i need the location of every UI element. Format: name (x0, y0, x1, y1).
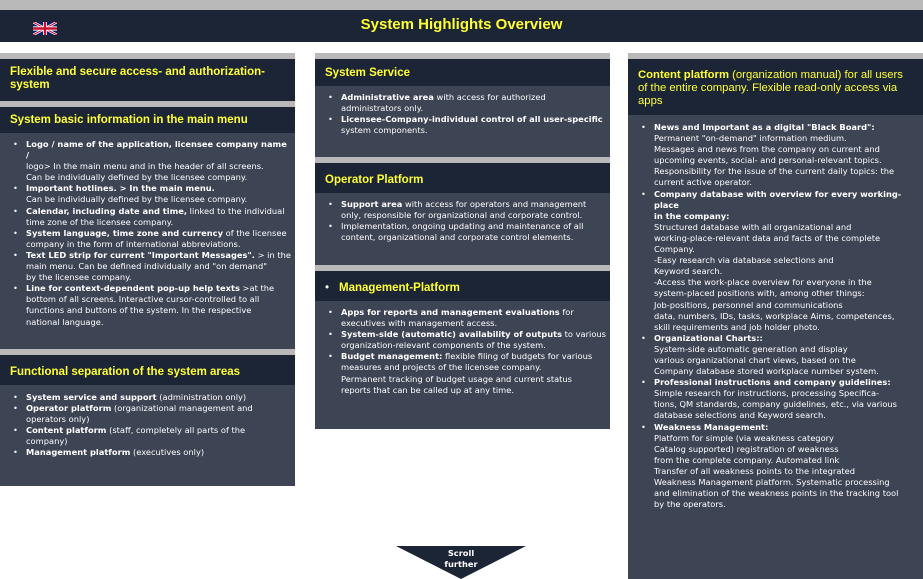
item-line: Company. (654, 244, 695, 255)
item-text: with access for authorized (433, 92, 546, 102)
bullet-glyph: • (13, 139, 18, 149)
item-line: -Easy research via database selections and (654, 255, 834, 266)
item-line: operators only) (26, 414, 90, 425)
list-item (10, 403, 292, 425)
item-line: Company database stored workplace number system. (654, 366, 879, 377)
item-text: (executives only) (130, 447, 205, 458)
item-bold-text: Content platform (26, 425, 107, 436)
item-text: to various (562, 329, 606, 340)
item-bold-text: System language, time zone and currency (26, 227, 223, 238)
item-line: Can be individually defined by the licensee company. (26, 172, 248, 183)
bullet-glyph: • (328, 92, 333, 102)
item-line: logo> In the main menu and in the header of all screens. (26, 161, 264, 172)
item-line: bottom of all screens. Interactive cursor-controlled to all (26, 294, 260, 305)
functional-separation-list (10, 392, 292, 459)
item-text: with access for operators and management (402, 199, 587, 209)
item-line: Keyword search. (654, 266, 723, 277)
item-bold-text: Apps for reports and management evaluations (341, 307, 560, 317)
section-title-operator-platform (315, 163, 610, 193)
list-item (10, 206, 292, 228)
item-line: functions and buttons of the system. In the respective (26, 305, 252, 316)
item-bold-text: Logo / name of the application, licensee company name / (26, 139, 287, 161)
intro-title-line-2: authorization- system (10, 66, 266, 91)
section-title-functional-separation (0, 355, 295, 385)
item-bold-text: System service and support (26, 392, 157, 402)
content-platform-title-bold: Content platform (638, 69, 729, 81)
item-line: company) (26, 436, 68, 447)
item-line: from the complete company. Automated link (654, 454, 840, 465)
item-line: Catalog supported) registration of weakness (654, 443, 839, 454)
item-text: >at the (239, 283, 275, 294)
bullet-glyph: • (641, 122, 646, 132)
item-line: company in the form of international abbreviations. (26, 238, 241, 249)
top-bar (0, 0, 923, 10)
item-bold-text: Budget management: (341, 351, 443, 362)
section-title-management-platform (315, 271, 610, 301)
item-bold-text: Licensee-Company-individual control of all user-specific (341, 114, 603, 125)
item-text: of the licensee (222, 227, 287, 238)
content-platform-title (628, 59, 923, 115)
bullet-glyph: • (13, 227, 18, 238)
item-bold-text: Company database with overview for every working-place (654, 188, 902, 210)
item-line: Permanent tracking of budget usage and current status (341, 373, 573, 384)
item-line: time zone of the licensee company. (26, 216, 174, 227)
list-item (10, 425, 292, 447)
list-item (325, 199, 607, 221)
item-line: skill requirements and job holder photo. (654, 321, 820, 332)
list-item (10, 283, 292, 327)
bullet-glyph: • (13, 283, 18, 294)
item-line: by the operators. (654, 499, 726, 510)
item-bold-text: Administrative area (341, 92, 434, 102)
item-line: measures and projects of the licensee company. (341, 362, 542, 373)
list-item (325, 221, 607, 243)
bullet-glyph: • (13, 183, 18, 194)
item-line: Can be individually defined by the licensee company. (26, 194, 248, 205)
list-item (638, 333, 923, 377)
scroll-further-line-1: Scroll (447, 548, 475, 558)
item-line: and elimination of the weakness points in the tracking tool (654, 488, 899, 499)
list-item (638, 377, 923, 421)
basic-info-list (10, 139, 292, 328)
bullet-glyph: • (13, 205, 18, 216)
list-item (325, 114, 607, 136)
item-line: Job-positions, personnel and communications (654, 299, 843, 310)
scroll-further-label[interactable] (431, 548, 491, 570)
intro-title (0, 59, 295, 101)
list-item (638, 189, 923, 333)
item-line: content, organizational and corporate control elements. (341, 232, 574, 243)
list-item (325, 307, 607, 329)
item-line: only, responsible for organizational and corporate control. (341, 210, 583, 221)
bullet-glyph: • (13, 425, 18, 436)
section-title-system-service (315, 59, 610, 86)
list-item (638, 122, 923, 189)
item-line: executives with management access. (341, 318, 498, 329)
content-platform-title-line-3: Flexible read-only access via apps (638, 82, 898, 107)
item-text: linked to the individual (187, 205, 285, 216)
bullet-glyph: • (325, 282, 330, 294)
bullet-glyph: • (13, 447, 18, 458)
item-line: -Access the work-place overview for everyone in the (654, 277, 872, 288)
content-platform-title-line-2: users of the entire company. (638, 69, 903, 94)
section-title-basic-info (0, 107, 295, 133)
item-bold-text: Important hotlines. > In the main menu. (26, 183, 215, 194)
bullet-glyph: • (13, 392, 18, 402)
bullet-glyph: • (13, 403, 18, 414)
scroll-further-line-2: further (444, 559, 478, 569)
bullet-glyph: • (328, 199, 333, 209)
bullet-glyph: • (641, 421, 646, 432)
item-line: Structured database with all organizational and (654, 221, 852, 232)
item-bold-text: Management platform (26, 447, 131, 458)
section-title-operator-platform-text: Operator Platform (325, 174, 424, 186)
item-line: in the company: (654, 210, 730, 221)
item-text: > in the (254, 249, 291, 260)
content-platform-list (638, 122, 923, 510)
bullet-glyph: • (328, 221, 333, 232)
bullet-glyph: • (328, 114, 333, 125)
bullet-glyph: • (641, 188, 646, 199)
item-line: System-side automatic generation and display (654, 343, 848, 354)
item-text: Implementation, ongoing updating and maintenance of all (341, 221, 584, 232)
item-line: main menu. Can be defined individually and "on demand" (26, 261, 268, 272)
bullet-glyph: • (328, 351, 333, 362)
item-line: working-place-relevant data and facts of the complete (654, 232, 881, 243)
list-item (10, 392, 292, 403)
list-item (325, 351, 607, 395)
column-content-platform (628, 53, 923, 579)
item-line: various organizational chart views, based on the (654, 354, 856, 365)
bullet-glyph: • (641, 332, 646, 343)
list-item (10, 139, 292, 183)
bullet-glyph: • (641, 377, 646, 388)
item-bold-text: Text LED strip for current "Important Messages". (26, 249, 255, 260)
item-text: flexible filing of budgets for various (442, 351, 593, 362)
item-text: (organizational management and (111, 403, 253, 414)
bullet-glyph: • (328, 307, 333, 317)
column-platforms (315, 53, 610, 429)
item-line: Permanent "on-demand" information medium. (654, 133, 847, 144)
item-bold-text: Line for context-dependent pop-up help texts (26, 283, 240, 294)
item-line: by the licensee company. (26, 272, 132, 283)
header-bar (0, 10, 923, 42)
item-bold-text: Weakness Management: (654, 421, 769, 432)
item-line: database selections and Keyword search. (654, 410, 826, 421)
content-platform-title-rest: (organization manual) for all (729, 69, 873, 81)
management-platform-list (325, 307, 607, 396)
system-service-list (325, 92, 607, 136)
item-line: organization-relevant components of the system. (341, 340, 546, 351)
item-text: for (559, 307, 574, 317)
item-text: (staff, completely all parts of the (106, 425, 246, 436)
list-item (638, 422, 923, 511)
item-line: Weakness Management platform. Systematic processing (654, 477, 890, 487)
item-bold-text: Operator platform (26, 403, 112, 414)
bullet-glyph: • (328, 329, 333, 340)
list-item (325, 92, 607, 114)
item-line: Transfer of all weakness points to the integrated (654, 465, 856, 476)
section-title-system-service-text: System Service (325, 67, 411, 79)
item-line: current active operator. (654, 177, 752, 188)
item-bold-text: System-side (automatic) availability of outputs (341, 329, 563, 340)
page-title: System Highlights Overview (360, 16, 563, 33)
list-item (10, 228, 292, 250)
item-line: Messages and news from the company on current and (654, 144, 880, 155)
column-access-system (0, 53, 295, 486)
item-line: data, numbers, IDs, tasks, workplace Aims, competences, (654, 310, 895, 321)
list-item (325, 329, 607, 351)
bullet-glyph: • (13, 249, 18, 260)
item-bold-text: News and Important as a digital "Black Board": (654, 122, 875, 132)
list-item (10, 447, 292, 458)
list-item (10, 183, 292, 205)
item-bold-text: Calendar, including date and time, (26, 205, 188, 216)
item-bold-text: Support area (341, 199, 403, 209)
item-line: system-placed positions with, among other things: (654, 288, 865, 299)
item-text: (administration only) (156, 392, 247, 402)
item-line: Simple research for instructions, processing Specifica- (654, 388, 880, 399)
item-line: tions, QM standards, company guidelines, etc., via various (654, 399, 897, 410)
section-title-functional-separation-text: Functional separation of the system areas (10, 366, 241, 378)
item-line: system components. (341, 125, 428, 136)
item-bold-text: Professional instructions and company guidelines: (654, 377, 891, 388)
item-line: national language. (26, 316, 104, 327)
item-line: upcoming events, social- and personal-relevant topics. (654, 155, 882, 166)
section-title-management-platform-text: Management-Platform (339, 282, 460, 294)
intro-title-line-1: Flexible and secure access- and (10, 66, 186, 78)
section-title-basic-info-text: System basic information in the main menu (10, 114, 248, 126)
item-line: Platform for simple (via weakness category (654, 432, 834, 443)
item-line: administrators only. (341, 103, 424, 114)
operator-platform-list (325, 199, 607, 243)
item-bold-text: Organizational Charts:: (654, 332, 763, 343)
list-item (10, 250, 292, 283)
item-line: reports that can be called up at any time. (341, 384, 515, 395)
item-line: Responsibility for the issue of the current daily topics: the (654, 166, 895, 177)
